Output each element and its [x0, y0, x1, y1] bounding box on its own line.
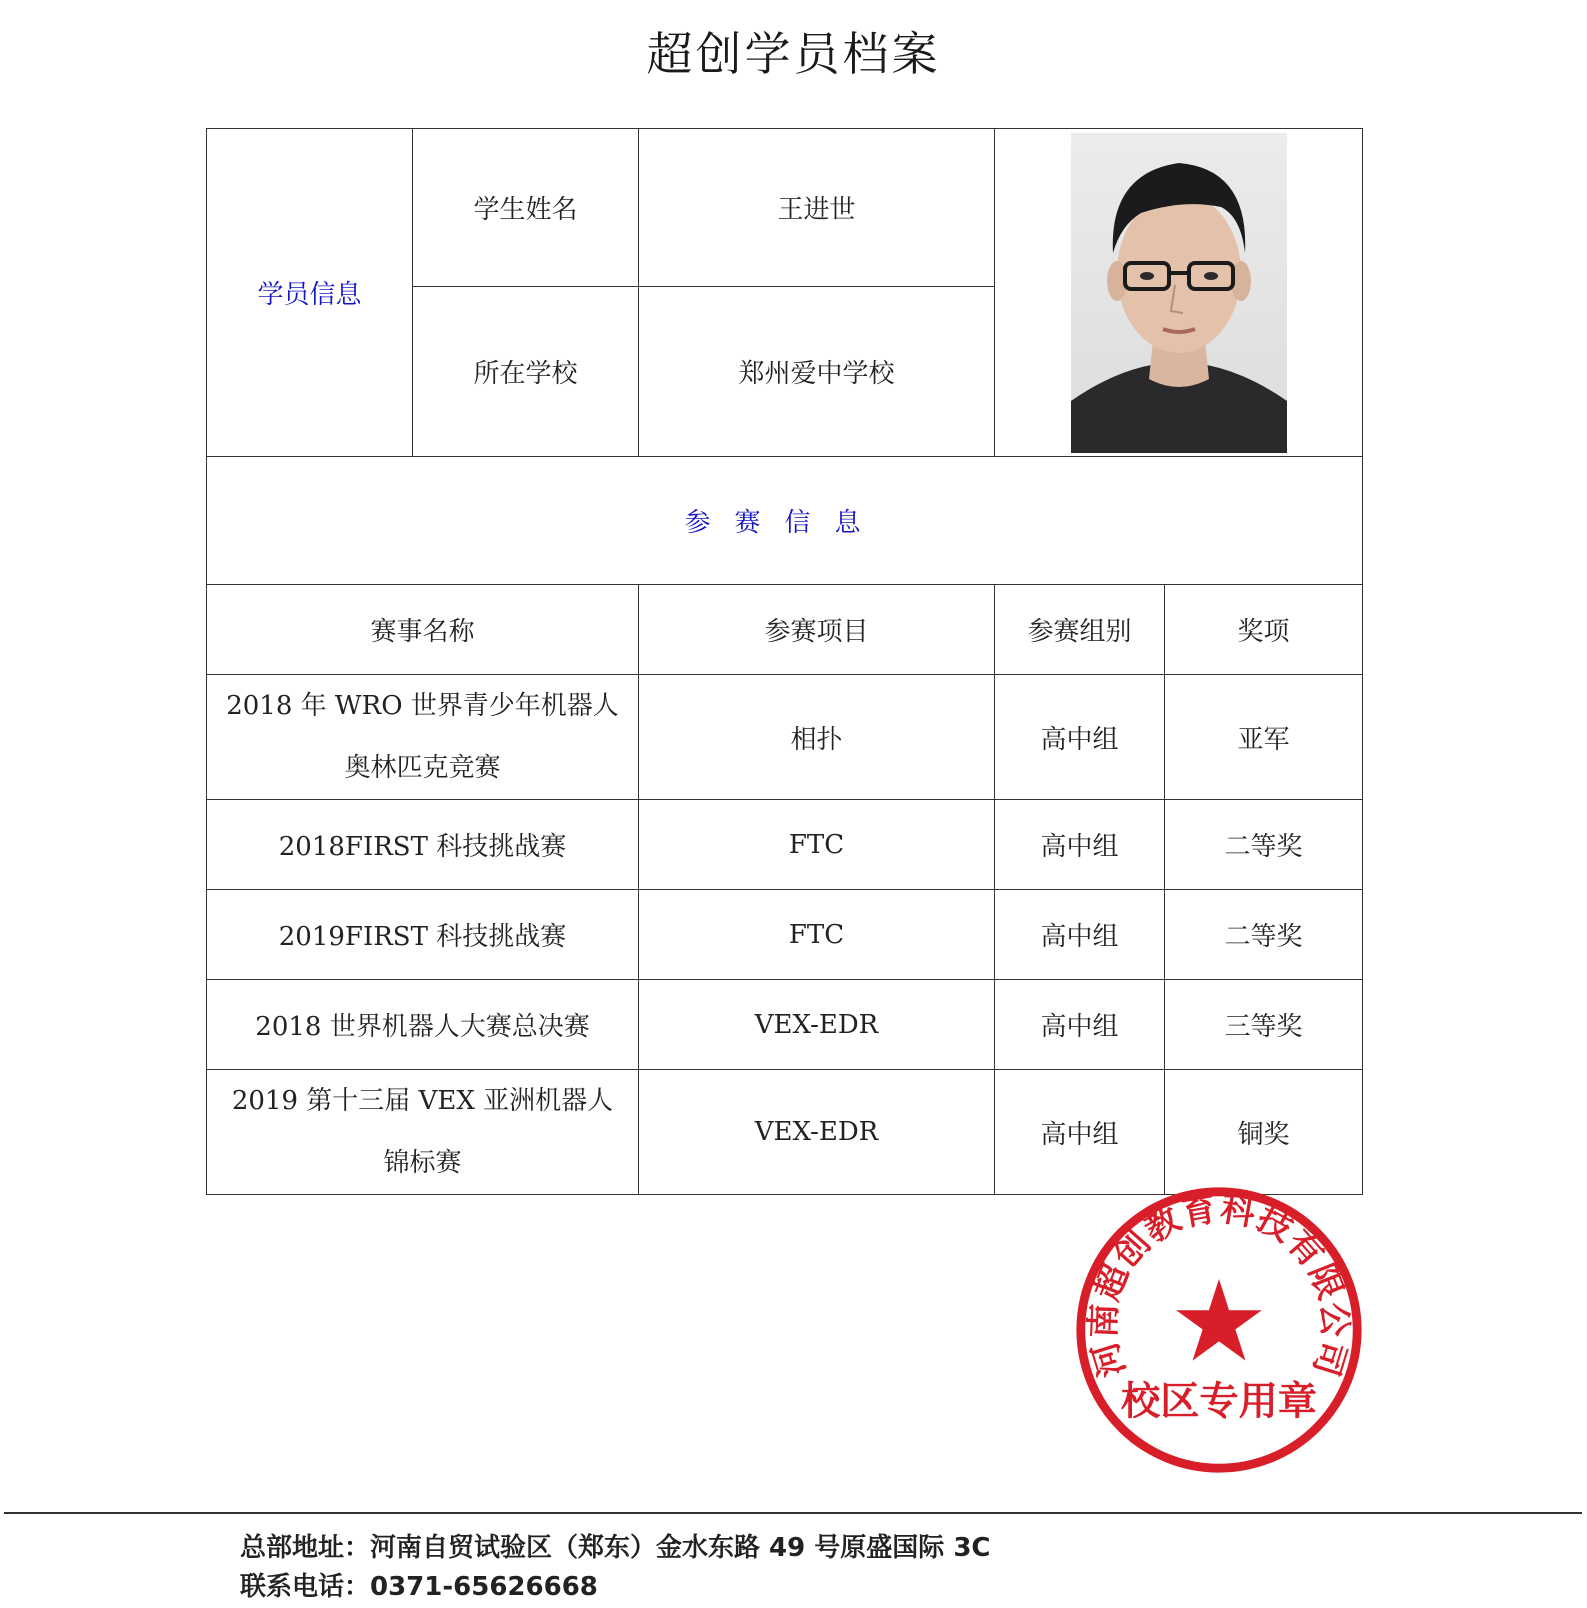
event-name-cell: 2018 世界机器人大赛总决赛 [207, 980, 639, 1070]
table-row [207, 980, 1363, 1070]
project-cell: FTC [639, 800, 995, 890]
group-cell: 高中组 [995, 890, 1165, 980]
event-name-line: 2019 第十三届 VEX 亚洲机器人 [231, 1086, 614, 1116]
award-cell: 三等奖 [1165, 980, 1363, 1070]
competition-section-row [207, 457, 1363, 585]
event-name-cell: 2019FIRST 科技挑战赛 [207, 890, 639, 980]
group-cell: 高中组 [995, 980, 1165, 1070]
star-icon [1176, 1279, 1262, 1361]
header-group: 参赛组别 [995, 585, 1165, 675]
event-name-line: 2018 年 WRO 世界青少年机器人 [226, 691, 619, 721]
group-cell: 高中组 [995, 675, 1165, 800]
group-cell: 高中组 [995, 800, 1165, 890]
table-row [207, 675, 1363, 800]
student-info-label: 学员信息 [207, 129, 413, 457]
seal-bottom-text: 校区专用章 [1121, 1379, 1317, 1425]
table-row [207, 890, 1363, 980]
event-name-line: 锦标赛 [383, 1148, 462, 1178]
seal-top-text: 河南超创教育科技有限公司 [1083, 1189, 1355, 1382]
page-title: 超创学员档案 [646, 27, 941, 81]
award-cell: 二等奖 [1165, 800, 1363, 890]
project-cell: VEX-EDR [639, 980, 995, 1070]
student-name-row [207, 129, 1363, 287]
student-name-value: 王进世 [639, 129, 995, 287]
event-name-cell [207, 675, 639, 800]
project-cell: 相扑 [639, 675, 995, 800]
project-cell: FTC [639, 890, 995, 980]
portrait-image [1071, 133, 1287, 453]
award-cell: 亚军 [1165, 675, 1363, 800]
award-cell: 铜奖 [1165, 1070, 1363, 1195]
header-event-name: 赛事名称 [207, 585, 639, 675]
school-label: 所在学校 [413, 287, 639, 457]
footer-address: 总部地址：河南自贸试验区（郑东）金水东路 49 号原盛国际 3C [240, 1533, 991, 1563]
header-project: 参赛项目 [639, 585, 995, 675]
table-row [207, 1070, 1363, 1195]
project-cell: VEX-EDR [639, 1070, 995, 1195]
student-record-table [206, 128, 1363, 1195]
event-name-cell [207, 1070, 639, 1195]
table-row [207, 800, 1363, 890]
school-value: 郑州爱中学校 [639, 287, 995, 457]
student-name-label: 学生姓名 [413, 129, 639, 287]
student-photo-cell [995, 129, 1363, 457]
event-name-cell: 2018FIRST 科技挑战赛 [207, 800, 639, 890]
competition-header-row [207, 585, 1363, 675]
group-cell: 高中组 [995, 1070, 1165, 1195]
footer-divider [4, 1512, 1582, 1514]
company-seal [1072, 1183, 1366, 1477]
footer-phone: 联系电话：0371-65626668 [240, 1572, 598, 1602]
student-photo [1071, 133, 1287, 453]
event-name-line: 奥林匹克竞赛 [344, 753, 501, 783]
competition-info-title: 参赛信息 [207, 457, 1363, 585]
award-cell: 二等奖 [1165, 890, 1363, 980]
header-award: 奖项 [1165, 585, 1363, 675]
